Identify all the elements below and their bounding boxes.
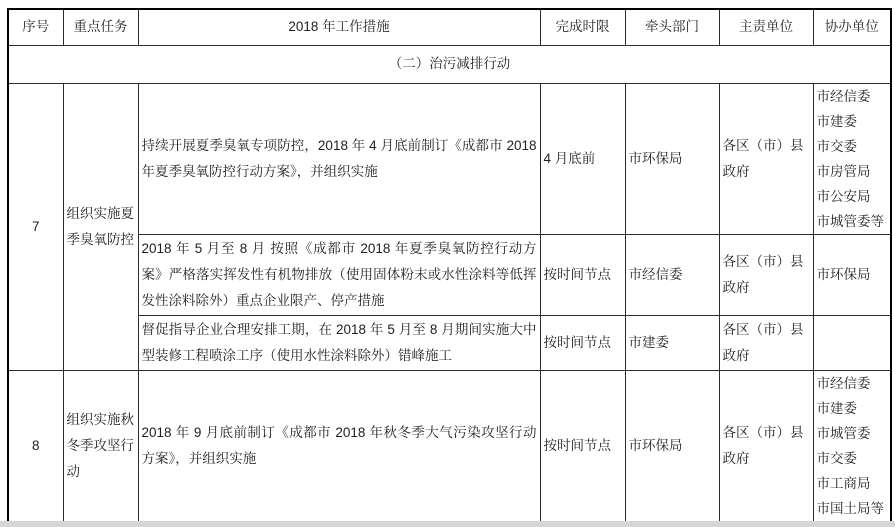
col-header-lead-dept: 牵头部门 bbox=[625, 9, 719, 45]
cell-support-units bbox=[813, 315, 891, 370]
cell-task: 组织实施秋冬季攻坚行动 bbox=[63, 370, 138, 521]
cell-serial: 8 bbox=[8, 370, 63, 521]
table-row bbox=[8, 83, 891, 234]
support-unit: 市工商局 bbox=[816, 475, 871, 491]
support-unit: 市环保局 bbox=[816, 267, 871, 282]
page-bottom-edge bbox=[0, 521, 895, 527]
cell-lead-dept: 市环保局 bbox=[625, 370, 719, 521]
cell-task: 组织实施夏季臭氧防控 bbox=[63, 83, 138, 370]
cell-measure: 2018 年 5 月至 8 月 按照《成都市 2018 年夏季臭氧防控行动方案》严格落实挥发性有机物排放（使用固体粉末或水性涂料等低挥发性涂料除外）重点企业限产、停产措施 bbox=[138, 234, 540, 315]
section-title: （二）治污减排行动 bbox=[8, 45, 891, 83]
cell-deadline: 按时间节点 bbox=[540, 315, 625, 370]
cell-support-units bbox=[813, 234, 891, 315]
col-header-measures: 2018 年工作措施 bbox=[138, 9, 540, 45]
section-row bbox=[8, 45, 891, 83]
cell-lead-dept: 市建委 bbox=[625, 315, 719, 370]
support-unit: 市经信委 bbox=[816, 375, 871, 391]
col-header-main-unit: 主责单位 bbox=[719, 9, 813, 45]
cell-lead-dept: 市经信委 bbox=[625, 234, 719, 315]
table-row bbox=[8, 315, 891, 370]
support-unit: 市房管局 bbox=[816, 163, 871, 179]
support-unit: 市交委 bbox=[816, 450, 857, 466]
cell-measure: 督促指导企业合理安排工期，在 2018 年 5 月至 8 月期间实施大中型装修工程喷涂工序（使用水性涂料除外）错峰施工 bbox=[138, 315, 540, 370]
support-unit: 市经信委 bbox=[816, 88, 871, 104]
support-unit: 市建委 bbox=[816, 113, 857, 129]
col-header-serial: 序号 bbox=[8, 9, 63, 45]
cell-main-unit: 各区（市）县政府 bbox=[719, 315, 813, 370]
cell-deadline: 按时间节点 bbox=[540, 234, 625, 315]
table-row bbox=[8, 370, 891, 521]
cell-lead-dept: 市环保局 bbox=[625, 83, 719, 234]
cell-support-units bbox=[813, 370, 891, 521]
cell-deadline: 4 月底前 bbox=[540, 83, 625, 234]
cell-serial: 7 bbox=[8, 83, 63, 370]
col-header-support-unit: 协办单位 bbox=[813, 9, 891, 45]
cell-main-unit: 各区（市）县政府 bbox=[719, 83, 813, 234]
cell-main-unit: 各区（市）县政府 bbox=[719, 370, 813, 521]
table-header-row bbox=[8, 9, 891, 45]
support-unit: 市城管委 bbox=[816, 425, 871, 441]
col-header-deadline: 完成时限 bbox=[540, 9, 625, 45]
cell-measure: 持续开展夏季臭氧专项防控，2018 年 4 月底前制订《成都市 2018 年夏季臭氧防控行动方案》，并组织实施 bbox=[138, 83, 540, 234]
cell-deadline: 按时间节点 bbox=[540, 370, 625, 521]
col-header-task: 重点任务 bbox=[63, 9, 138, 45]
support-unit: 市建委 bbox=[816, 400, 857, 416]
support-unit: 市公安局 bbox=[816, 188, 871, 204]
cell-support-units bbox=[813, 83, 891, 234]
support-unit: 市交委 bbox=[816, 138, 857, 154]
support-unit: 市城管委等 bbox=[816, 213, 884, 229]
table-row bbox=[8, 234, 891, 315]
cell-main-unit: 各区（市）县政府 bbox=[719, 234, 813, 315]
cell-measure: 2018 年 9 月底前制订《成都市 2018 年秋冬季大气污染攻坚行动方案》，并组织实施 bbox=[138, 370, 540, 521]
support-unit: 市国土局等 bbox=[816, 500, 884, 516]
work-measures-table bbox=[7, 8, 892, 521]
